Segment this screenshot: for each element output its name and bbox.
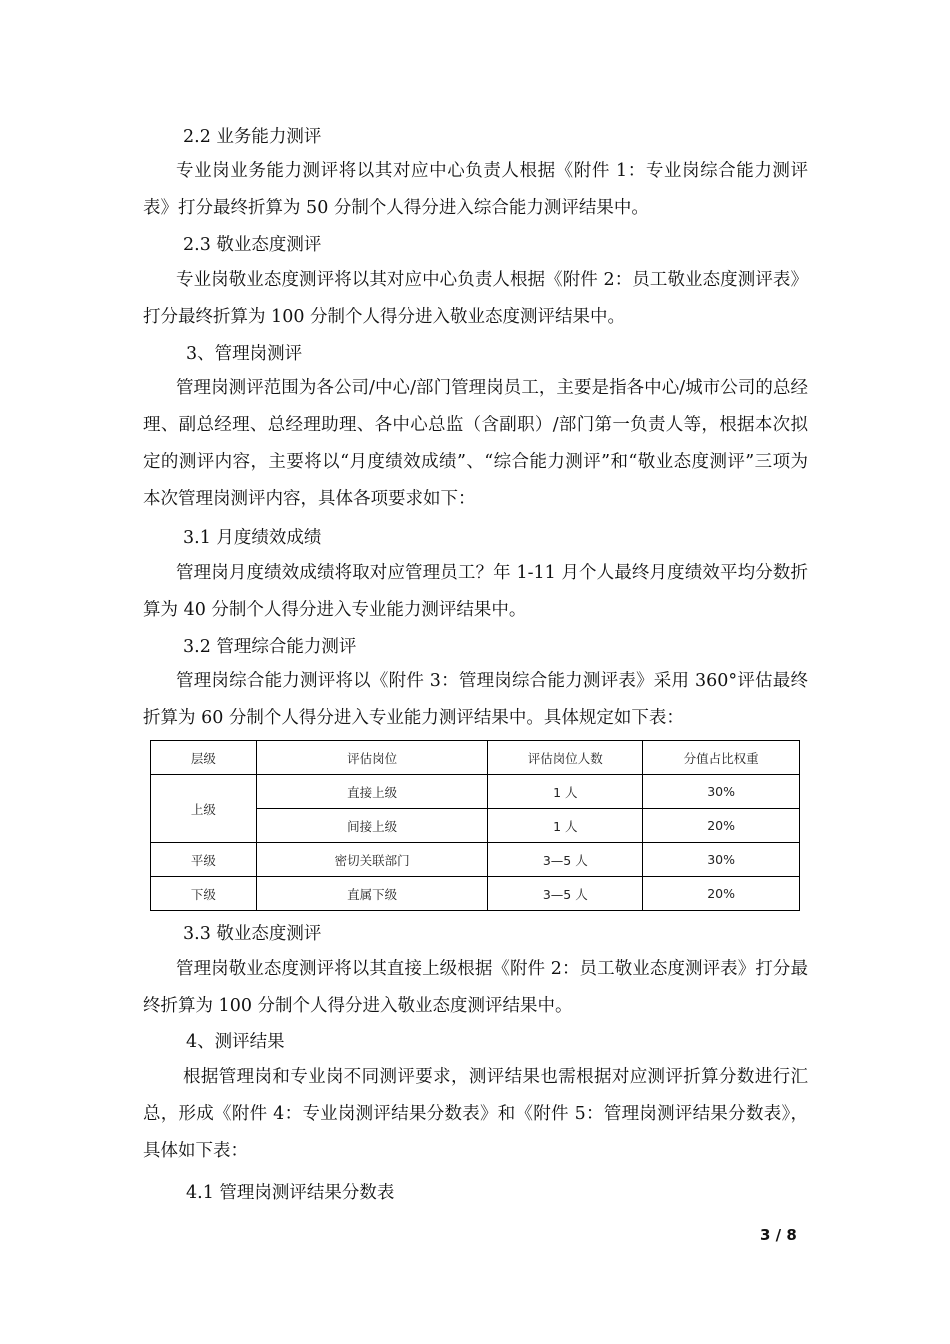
table-row [151,775,800,809]
count-cell: 3—5 人 [488,877,643,911]
header-cell-position: 评估岗位 [256,741,488,775]
section-3-3-heading: 3.3 敬业态度测评 [183,924,322,944]
weight-cell: 20% [643,877,800,911]
position-cell: 直属下级 [256,877,488,911]
section-3-1-heading: 3.1 月度绩效成绩 [183,528,322,548]
count-cell: 3—5 人 [488,843,643,877]
section-2-2-body: 专业岗业务能力测评将以其对应中心负责人根据《附件 1：专业岗综合能力测评表》打分最终折算为 50 分制个人得分进入综合能力测评结果中。 [143,161,808,218]
header-cell-weight: 分值占比权重 [643,741,800,775]
level-cell: 平级 [151,843,257,877]
table-header-row [151,741,800,775]
section-4-heading: 4、测评结果 [186,1032,285,1052]
section-2-2-heading: 2.2 业务能力测评 [183,127,322,147]
section-4-body: 根据管理岗和专业岗不同测评要求，测评结果也需根据对应测评折算分数进行汇总，形成《附件 4：专业岗测评结果分数表》和《附件 5：管理岗测评结果分数表》，具体如下表： [143,1067,808,1161]
weight-cell: 30% [643,775,800,809]
header-cell-count: 评估岗位人数 [488,741,643,775]
section-3-heading: 3、管理岗测评 [186,344,303,364]
section-3-2-heading: 3.2 管理综合能力测评 [183,637,357,657]
section-4-1-heading: 4.1 管理岗测评结果分数表 [186,1183,395,1203]
section-2-3-body: 专业岗敬业态度测评将以其对应中心负责人根据《附件 2：员工敬业态度测评表》打分最终折算为 100 分制个人得分进入敬业态度测评结果中。 [143,270,808,327]
count-cell: 1 人 [488,775,643,809]
position-cell: 间接上级 [256,809,488,843]
page-number: 3 / 8 [760,1226,797,1244]
table-row [151,843,800,877]
weight-cell: 30% [643,843,800,877]
section-3-3-body: 管理岗敬业态度测评将以其直接上级根据《附件 2：员工敬业态度测评表》打分最终折算为 100 分制个人得分进入敬业态度测评结果中。 [143,959,808,1016]
level-cell: 下级 [151,877,257,911]
header-cell-level: 层级 [151,741,257,775]
position-cell: 密切关联部门 [256,843,488,877]
count-cell: 1 人 [488,809,643,843]
section-3-2-body: 管理岗综合能力测评将以《附件 3：管理岗综合能力测评表》采用 360°评估最终折算为 60 分制个人得分进入专业能力测评结果中。具体规定如下表： [143,671,808,728]
level-cell: 上级 [151,775,257,843]
weight-cell: 20% [643,809,800,843]
section-2-3-heading: 2.3 敬业态度测评 [183,235,322,255]
evaluation-weight-table [150,740,800,911]
section-3-1-body: 管理岗月度绩效成绩将取对应管理员工？年 1-11 月个人最终月度绩效平均分数折算为 40 分制个人得分进入专业能力测评结果中。 [143,563,808,620]
position-cell: 直接上级 [256,775,488,809]
section-3-body: 管理岗测评范围为各公司/中心/部门管理岗员工，主要是指各中心/城市公司的总经理、副总经理、总经理助理、各中心总监（含副职）/部门第一负责人等，根据本次拟定的测评内容，主要将以“月度绩效成绩”、“综合能力测评”和“敬业态度测评”三项为本次管理岗测评内容，具体各项要求如下： [143,378,808,509]
table-row [151,877,800,911]
